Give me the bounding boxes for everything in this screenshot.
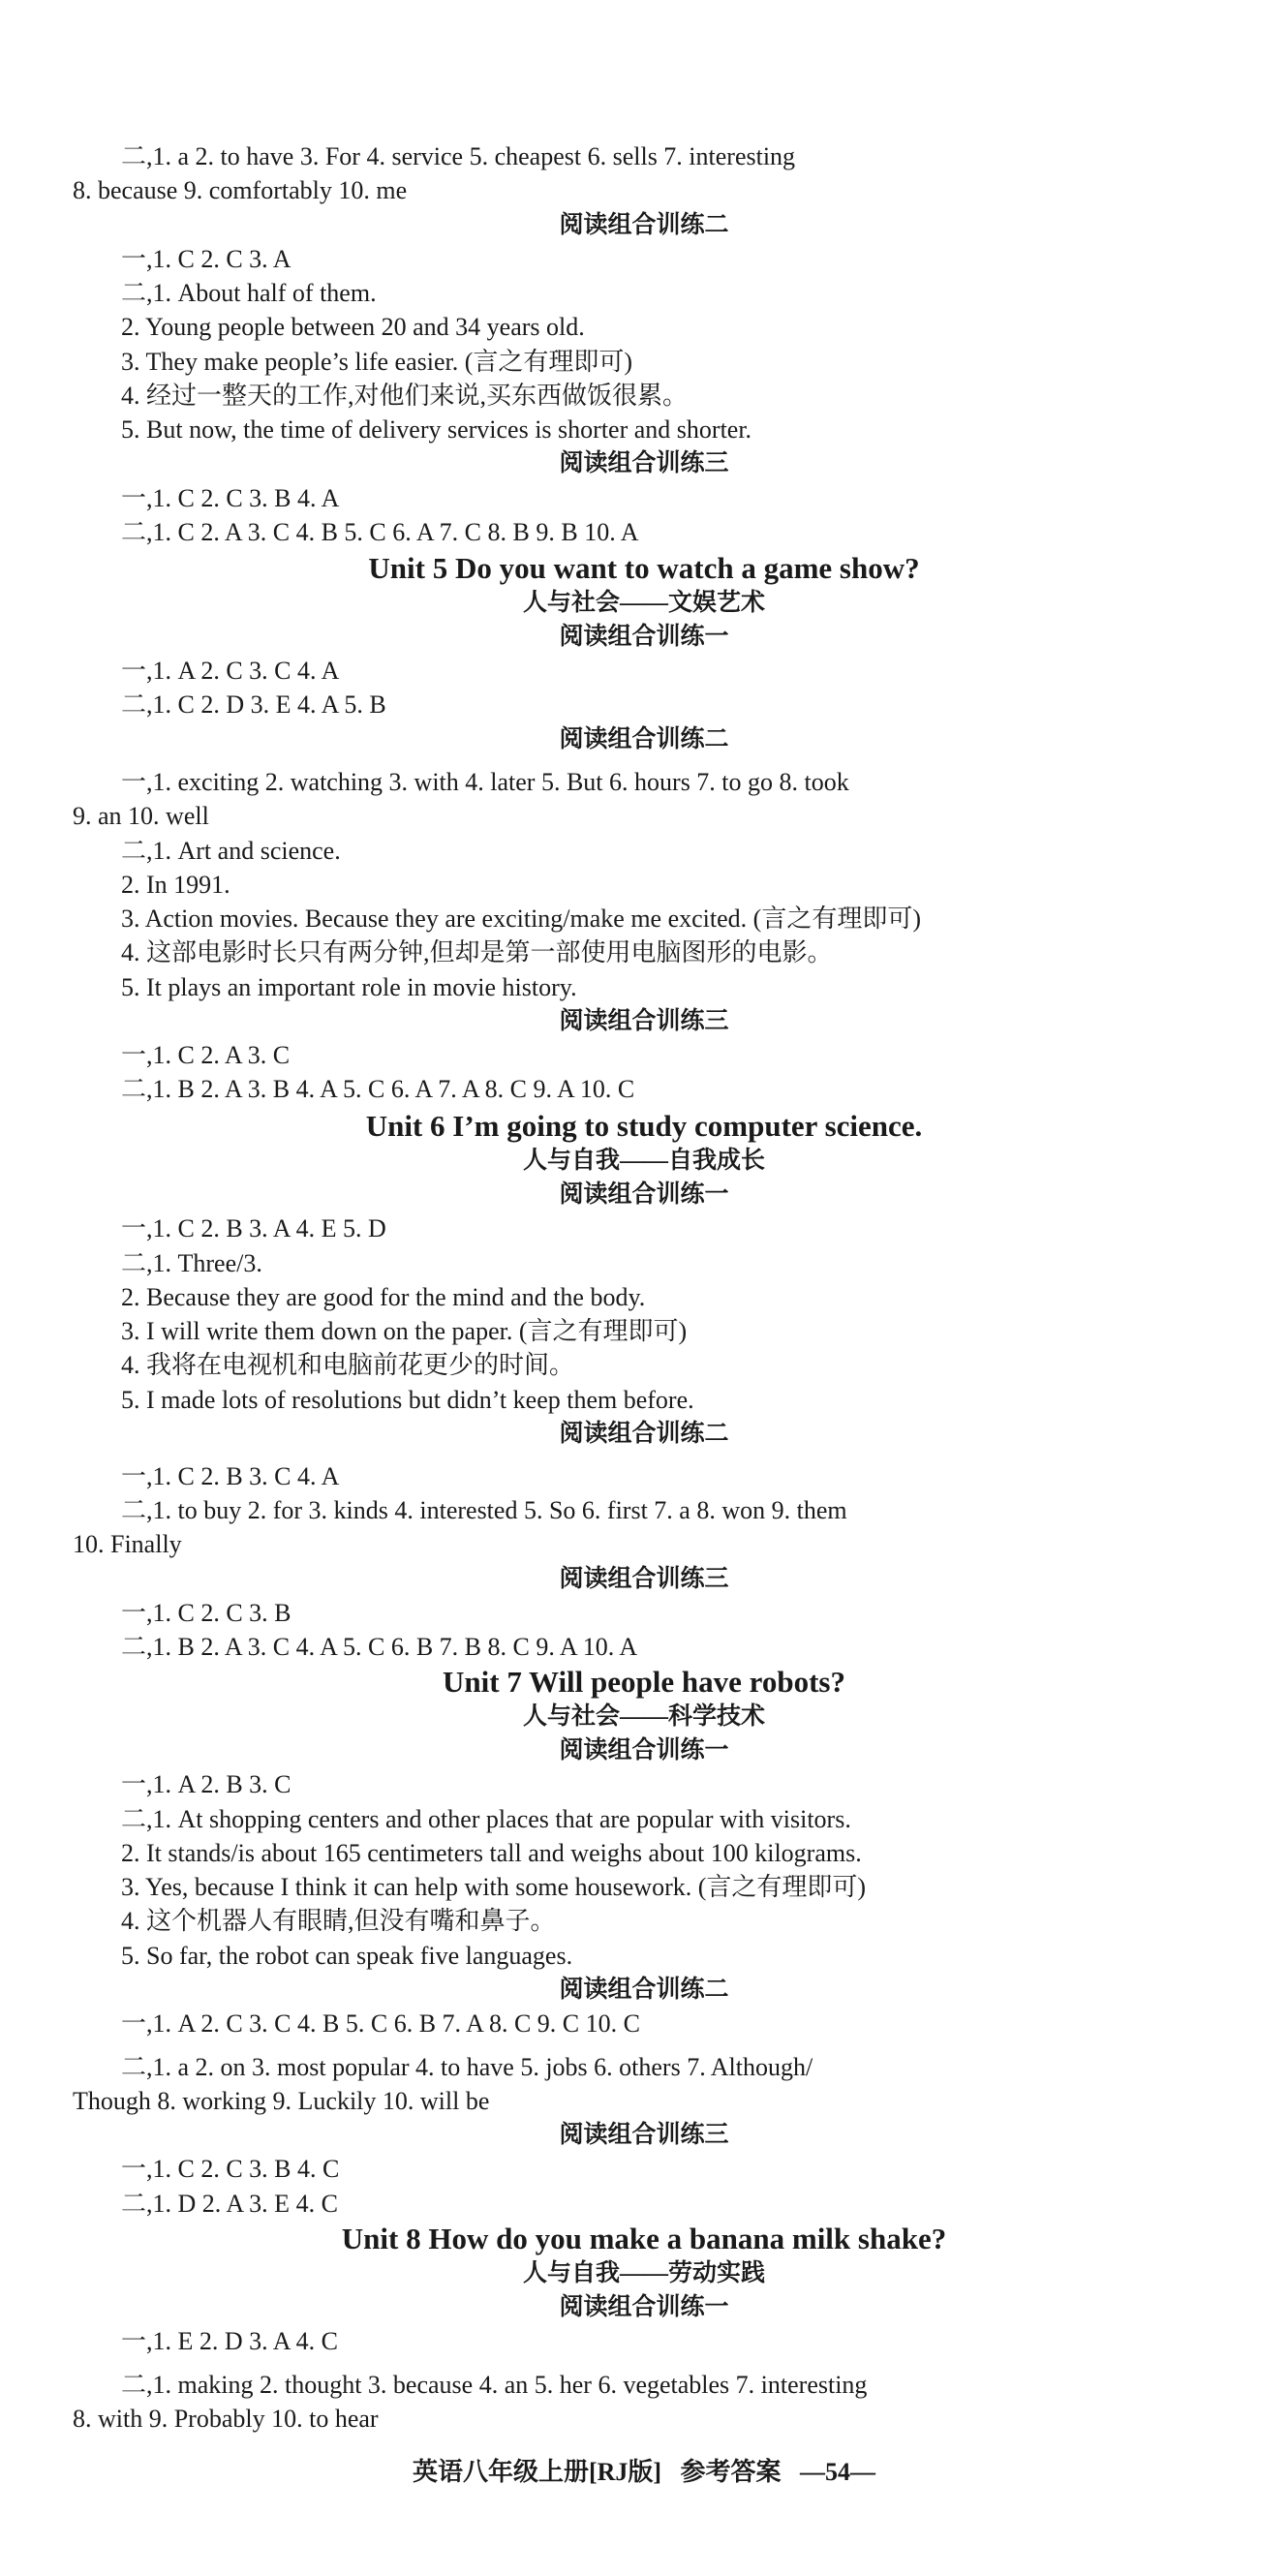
answer-line: 二,1. At shopping centers and other places that are popular with visitors. bbox=[121, 1805, 851, 1833]
section-heading: 阅读组合训练二 bbox=[559, 1421, 729, 1447]
answer-line: 9. an 10. well bbox=[73, 802, 209, 830]
answer-line: 4. 经过一整天的工作,对他们来说,买东西做饭很累。 bbox=[121, 382, 689, 410]
answer-line: 二,1. Three/3. bbox=[121, 1249, 262, 1277]
answer-line: 2. It stands/is about 165 centimeters tall and weighs about 100 kilograms. bbox=[121, 1839, 862, 1867]
theme-heading: 人与自我——劳动实践 bbox=[522, 2260, 765, 2286]
answer-line: 一,1. E 2. D 3. A 4. C bbox=[121, 2327, 338, 2355]
answer-line: 一,1. A 2. C 3. C 4. B 5. C 6. B 7. A 8. C 9. C 10. C bbox=[121, 2009, 640, 2038]
answer-line: 一,1. A 2. B 3. C bbox=[121, 1770, 291, 1798]
answer-line: 一,1. C 2. C 3. A bbox=[121, 245, 291, 273]
answer-line: 二,1. B 2. A 3. B 4. A 5. C 6. A 7. A 8. C 9. A 10. C bbox=[121, 1075, 635, 1103]
answer-line: 4. 这部电影时长只有两分钟,但却是第一部使用电脑图形的电影。 bbox=[121, 938, 833, 966]
answer-line: 10. Finally bbox=[73, 1530, 182, 1558]
answer-line: 2. Because they are good for the mind and the body. bbox=[121, 1283, 646, 1311]
section-heading: 阅读组合训练三 bbox=[559, 1566, 729, 1592]
answer-line: Though 8. working 9. Luckily 10. will be bbox=[73, 2087, 490, 2115]
section-heading: 阅读组合训练三 bbox=[559, 450, 729, 476]
section-heading: 阅读组合训练三 bbox=[559, 2122, 729, 2148]
answer-line: 二,1. D 2. A 3. E 4. C bbox=[121, 2190, 338, 2218]
answer-line: 二,1. C 2. D 3. E 4. A 5. B bbox=[121, 690, 386, 719]
answer-line: 二,1. B 2. A 3. C 4. A 5. C 6. B 7. B 8. C 9. A 10. A bbox=[121, 1633, 638, 1661]
section-heading: 阅读组合训练二 bbox=[559, 212, 729, 238]
section-heading: 阅读组合训练三 bbox=[559, 1008, 729, 1034]
answer-line: 一,1. C 2. C 3. B bbox=[121, 1599, 291, 1627]
answer-line: 4. 这个机器人有眼睛,但没有嘴和鼻子。 bbox=[121, 1907, 556, 1935]
answer-line: 5. But now, the time of delivery services is shorter and shorter. bbox=[121, 415, 752, 444]
answer-line: 2. Young people between 20 and 34 years old. bbox=[121, 313, 585, 341]
theme-heading: 人与自我——自我成长 bbox=[522, 1148, 765, 1174]
answer-line: 二,1. About half of them. bbox=[121, 279, 377, 307]
section-heading: 阅读组合训练二 bbox=[559, 1977, 729, 2003]
unit-title: Unit 7 Will people have robots? bbox=[443, 1665, 845, 1699]
unit4-train1-part2-line1: 二,1. a 2. to have 3. For 4. service 5. cheapest 6. sells 7. interesting bbox=[121, 142, 796, 170]
unit-title: Unit 8 How do you make a banana milk shake? bbox=[341, 2222, 947, 2255]
answer-line: 4. 我将在电视机和电脑前花更少的时间。 bbox=[121, 1351, 575, 1379]
answer-line: 一,1. C 2. C 3. B 4. A bbox=[121, 484, 340, 512]
unit-title: Unit 6 I’m going to study computer science. bbox=[365, 1109, 923, 1143]
section-heading: 阅读组合训练一 bbox=[559, 624, 729, 650]
answer-line: 5. It plays an important role in movie history. bbox=[121, 973, 577, 1001]
section-heading: 阅读组合训练一 bbox=[559, 1737, 729, 1763]
answer-line: 一,1. C 2. B 3. A 4. E 5. D bbox=[121, 1214, 386, 1242]
section-heading: 阅读组合训练一 bbox=[559, 1181, 729, 1208]
answer-line: 二,1. C 2. A 3. C 4. B 5. C 6. A 7. C 8. B 9. B 10. A bbox=[121, 518, 639, 546]
answer-line: 一,1. C 2. C 3. B 4. C bbox=[121, 2155, 340, 2183]
theme-heading: 人与社会——文娱艺术 bbox=[522, 590, 765, 616]
answer-line: 二,1. making 2. thought 3. because 4. an 5. her 6. vegetables 7. interesting bbox=[121, 2371, 868, 2399]
answer-line: 二,1. a 2. on 3. most popular 4. to have 5. jobs 6. others 7. Although/ bbox=[121, 2053, 813, 2081]
answer-line: 一,1. C 2. B 3. C 4. A bbox=[121, 1462, 340, 1490]
unit-title: Unit 5 Do you want to watch a game show? bbox=[368, 551, 920, 585]
answer-line: 3. I will write them down on the paper. (言之有理即可) bbox=[121, 1317, 688, 1345]
theme-heading: 人与社会——科学技术 bbox=[522, 1703, 765, 1730]
section-heading: 阅读组合训练一 bbox=[559, 2294, 729, 2320]
answer-line: 8. with 9. Probably 10. to hear bbox=[73, 2405, 379, 2433]
answer-line: 2. In 1991. bbox=[121, 871, 230, 899]
answer-line: 3. They make people’s life easier. (言之有理即可) bbox=[121, 348, 633, 376]
answer-line: 一,1. exciting 2. watching 3. with 4. later 5. But 6. hours 7. to go 8. took bbox=[121, 768, 849, 796]
answer-line: 一,1. A 2. C 3. C 4. A bbox=[121, 657, 340, 685]
answer-line: 一,1. C 2. A 3. C bbox=[121, 1041, 291, 1069]
answer-line: 3. Yes, because I think it can help with some housework. (言之有理即可) bbox=[121, 1873, 867, 1901]
section-heading: 阅读组合训练二 bbox=[559, 726, 729, 752]
answer-line: 5. I made lots of resolutions but didn’t keep them before. bbox=[121, 1386, 694, 1414]
page-footer: 英语八年级上册[RJ版] 参考答案 —54— bbox=[412, 2458, 876, 2486]
answer-line: 二,1. to buy 2. for 3. kinds 4. interested 5. So 6. first 7. a 8. won 9. them bbox=[121, 1496, 847, 1524]
answer-line: 5. So far, the robot can speak five languages. bbox=[121, 1942, 573, 1970]
answer-line: 二,1. Art and science. bbox=[121, 837, 341, 865]
unit4-train1-part2-line2: 8. because 9. comfortably 10. me bbox=[73, 176, 408, 204]
answer-line: 3. Action movies. Because they are exciting/make me excited. (言之有理即可) bbox=[121, 905, 921, 933]
